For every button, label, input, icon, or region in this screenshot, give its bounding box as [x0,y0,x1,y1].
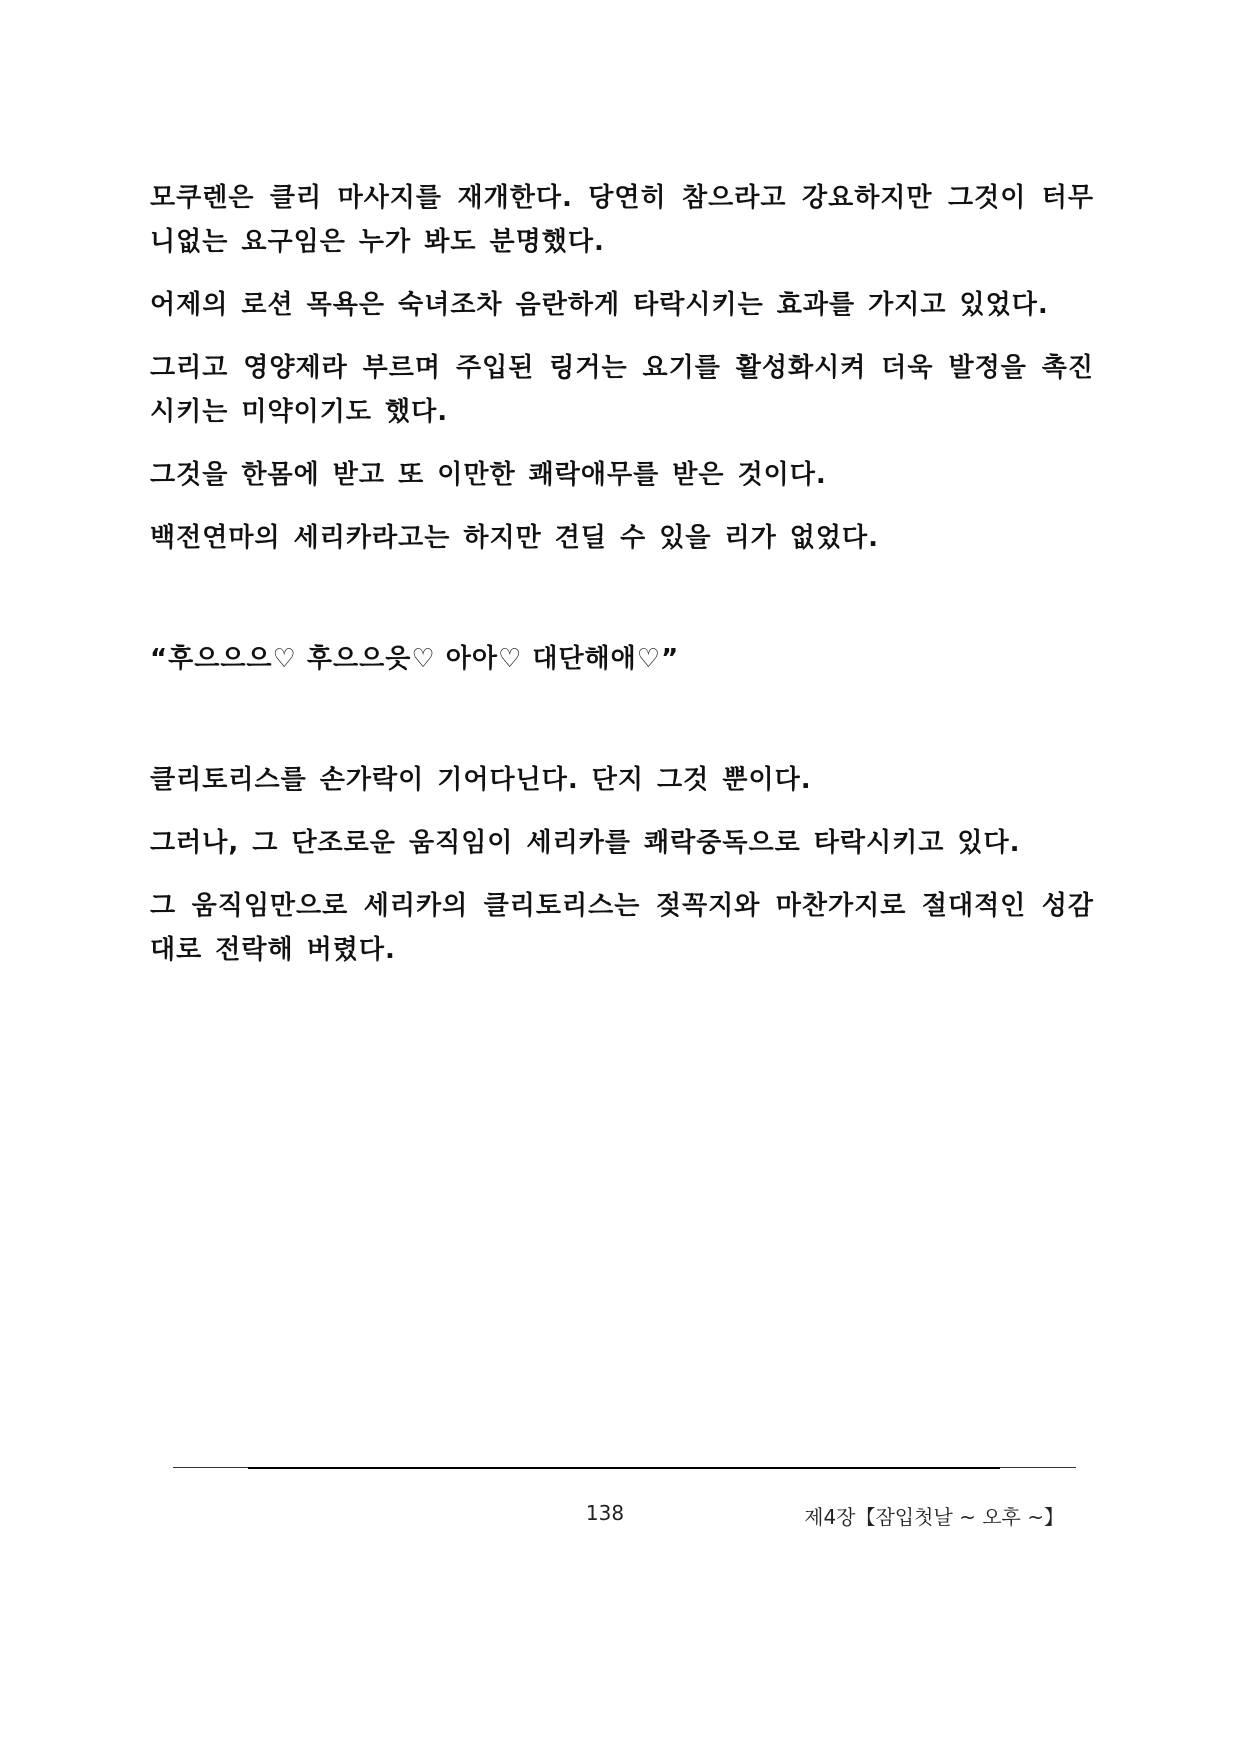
paragraph: 백전연마의 세리카라고는 하지만 견딜 수 있을 리가 없었다. [150,523,880,553]
dialogue-line: “후으으으♡ 후으으읏♡ 아아♡ 대단해애♡” [150,644,680,674]
paragraph: 그러나, 그 단조로운 움직임이 세리카를 쾌락중독으로 타락시키고 있다. [150,828,1021,858]
page-number: 138 [585,1501,625,1525]
paragraph: 어제의 로션 목욕은 숙녀조차 음란하게 타락시키는 효과를 가지고 있었다. [150,290,1049,320]
blank-line [150,579,1094,637]
paragraph: 그 움직임만으로 세리카의 클리토리스는 젖꼭지와 마찬가지로 절대적인 성감대로 전락해 버렸다. [150,891,1094,965]
body-text [150,176,1094,991]
paragraph: 클리토리스를 손가락이 기어다닌다. 단지 그것 뿐이다. [150,765,812,795]
footer-divider-accent [248,1467,1000,1469]
running-title: 제4장【잠입첫날 ~ 오후 ~】 [804,1505,1064,1529]
paragraph: 그것을 한몸에 받고 또 이만한 쾌락애무를 받은 것이다. [150,460,827,490]
blank-line [150,700,1094,758]
paragraph: 모쿠렌은 클리 마사지를 재개한다. 당연히 참으라고 강요하지만 그것이 터무니없는 요구임은 누가 봐도 분명했다. [150,183,1094,257]
paragraph: 그리고 영양제라 부르며 주입된 링거는 요기를 활성화시켜 더욱 발정을 촉진시키는 미약이기도 했다. [150,353,1094,427]
